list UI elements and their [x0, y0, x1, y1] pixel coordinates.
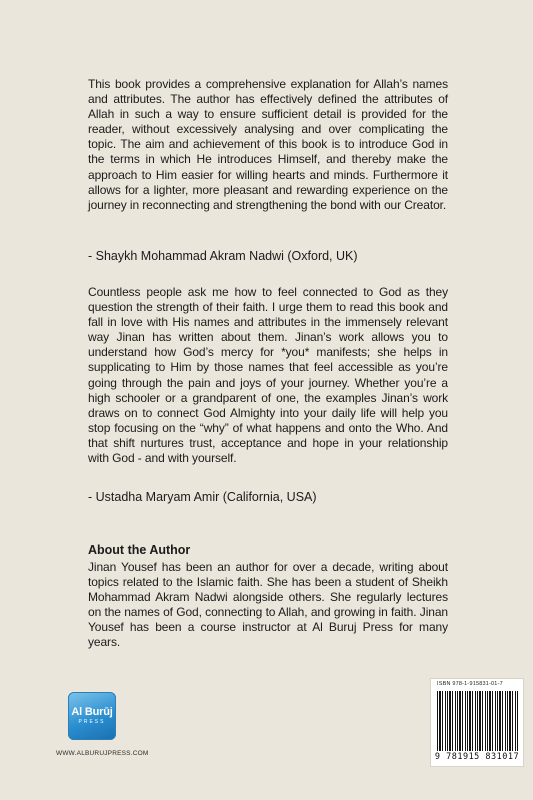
blurb-attribution-1: - Shaykh Mohammad Akram Nadwi (Oxford, UK) [88, 249, 358, 263]
publisher-website: WWW.ALBURUJPRESS.COM [56, 750, 149, 757]
blurb-attribution-2: - Ustadha Maryam Amir (California, USA) [88, 490, 317, 504]
barcode-number: 9 781915 831017 [434, 752, 520, 762]
blurb-paragraph-1: This book provides a comprehensive explanation for Allah’s names and attributes. The author has effectively defined the attributes of Allah in such a way to ensure sufficient detail is provided for the reader, without excessively analysing and over complicating the topic. The aim and achievement of this book is to introduce God in the terms in which He introduces Himself, and thereby make the approach to Him easier for willing hearts and minds. Furthermore it allows for a lighter, more pleasant and rewarding experience on the journey in reconnecting and strengthening the bond with our Creator. [88, 77, 448, 212]
blurb-paragraph-2: Countless people ask me how to feel connected to God as they question the strength of their faith. I urge them to read this book and fall in love with His names and attributes in the immensely relevant way Jinan has written about them. Jinan’s work allows you to understand how God’s mercy for *you* manifests; she helps in supplicating to Him by those names that feel accessible as you’re going through the pain and joys of your journey. Whether you’re a high schooler or a grandparent of one, the examples Jinan’s work draws on to connect God Almighty into your daily life will help you stop focusing on the “why” of what happens and onto the Who. And that shift nurtures trust, acceptance and hope in your relationship with God - and with yourself. [88, 285, 448, 466]
barcode-bars [437, 691, 519, 751]
isbn-barcode [430, 678, 524, 767]
isbn-label: ISBN 978-1-915831-01-7 [437, 681, 503, 687]
publisher-logo [68, 692, 116, 740]
publisher-logo-sub: PRESS [78, 719, 106, 725]
about-author-text: Jinan Yousef has been an author for over a decade, writing about topics related to the Islamic faith. She has been a student of Sheikh Mohammad Akram Nadwi alongside others. She regularly lectures on the names of God, connecting to Allah, and growing in faith. Jinan Yousef has been a course instructor at Al Buruj Press for many years. [88, 560, 448, 650]
about-author-heading: About the Author [88, 543, 191, 557]
publisher-logo-name: Al Burūj [71, 706, 113, 718]
